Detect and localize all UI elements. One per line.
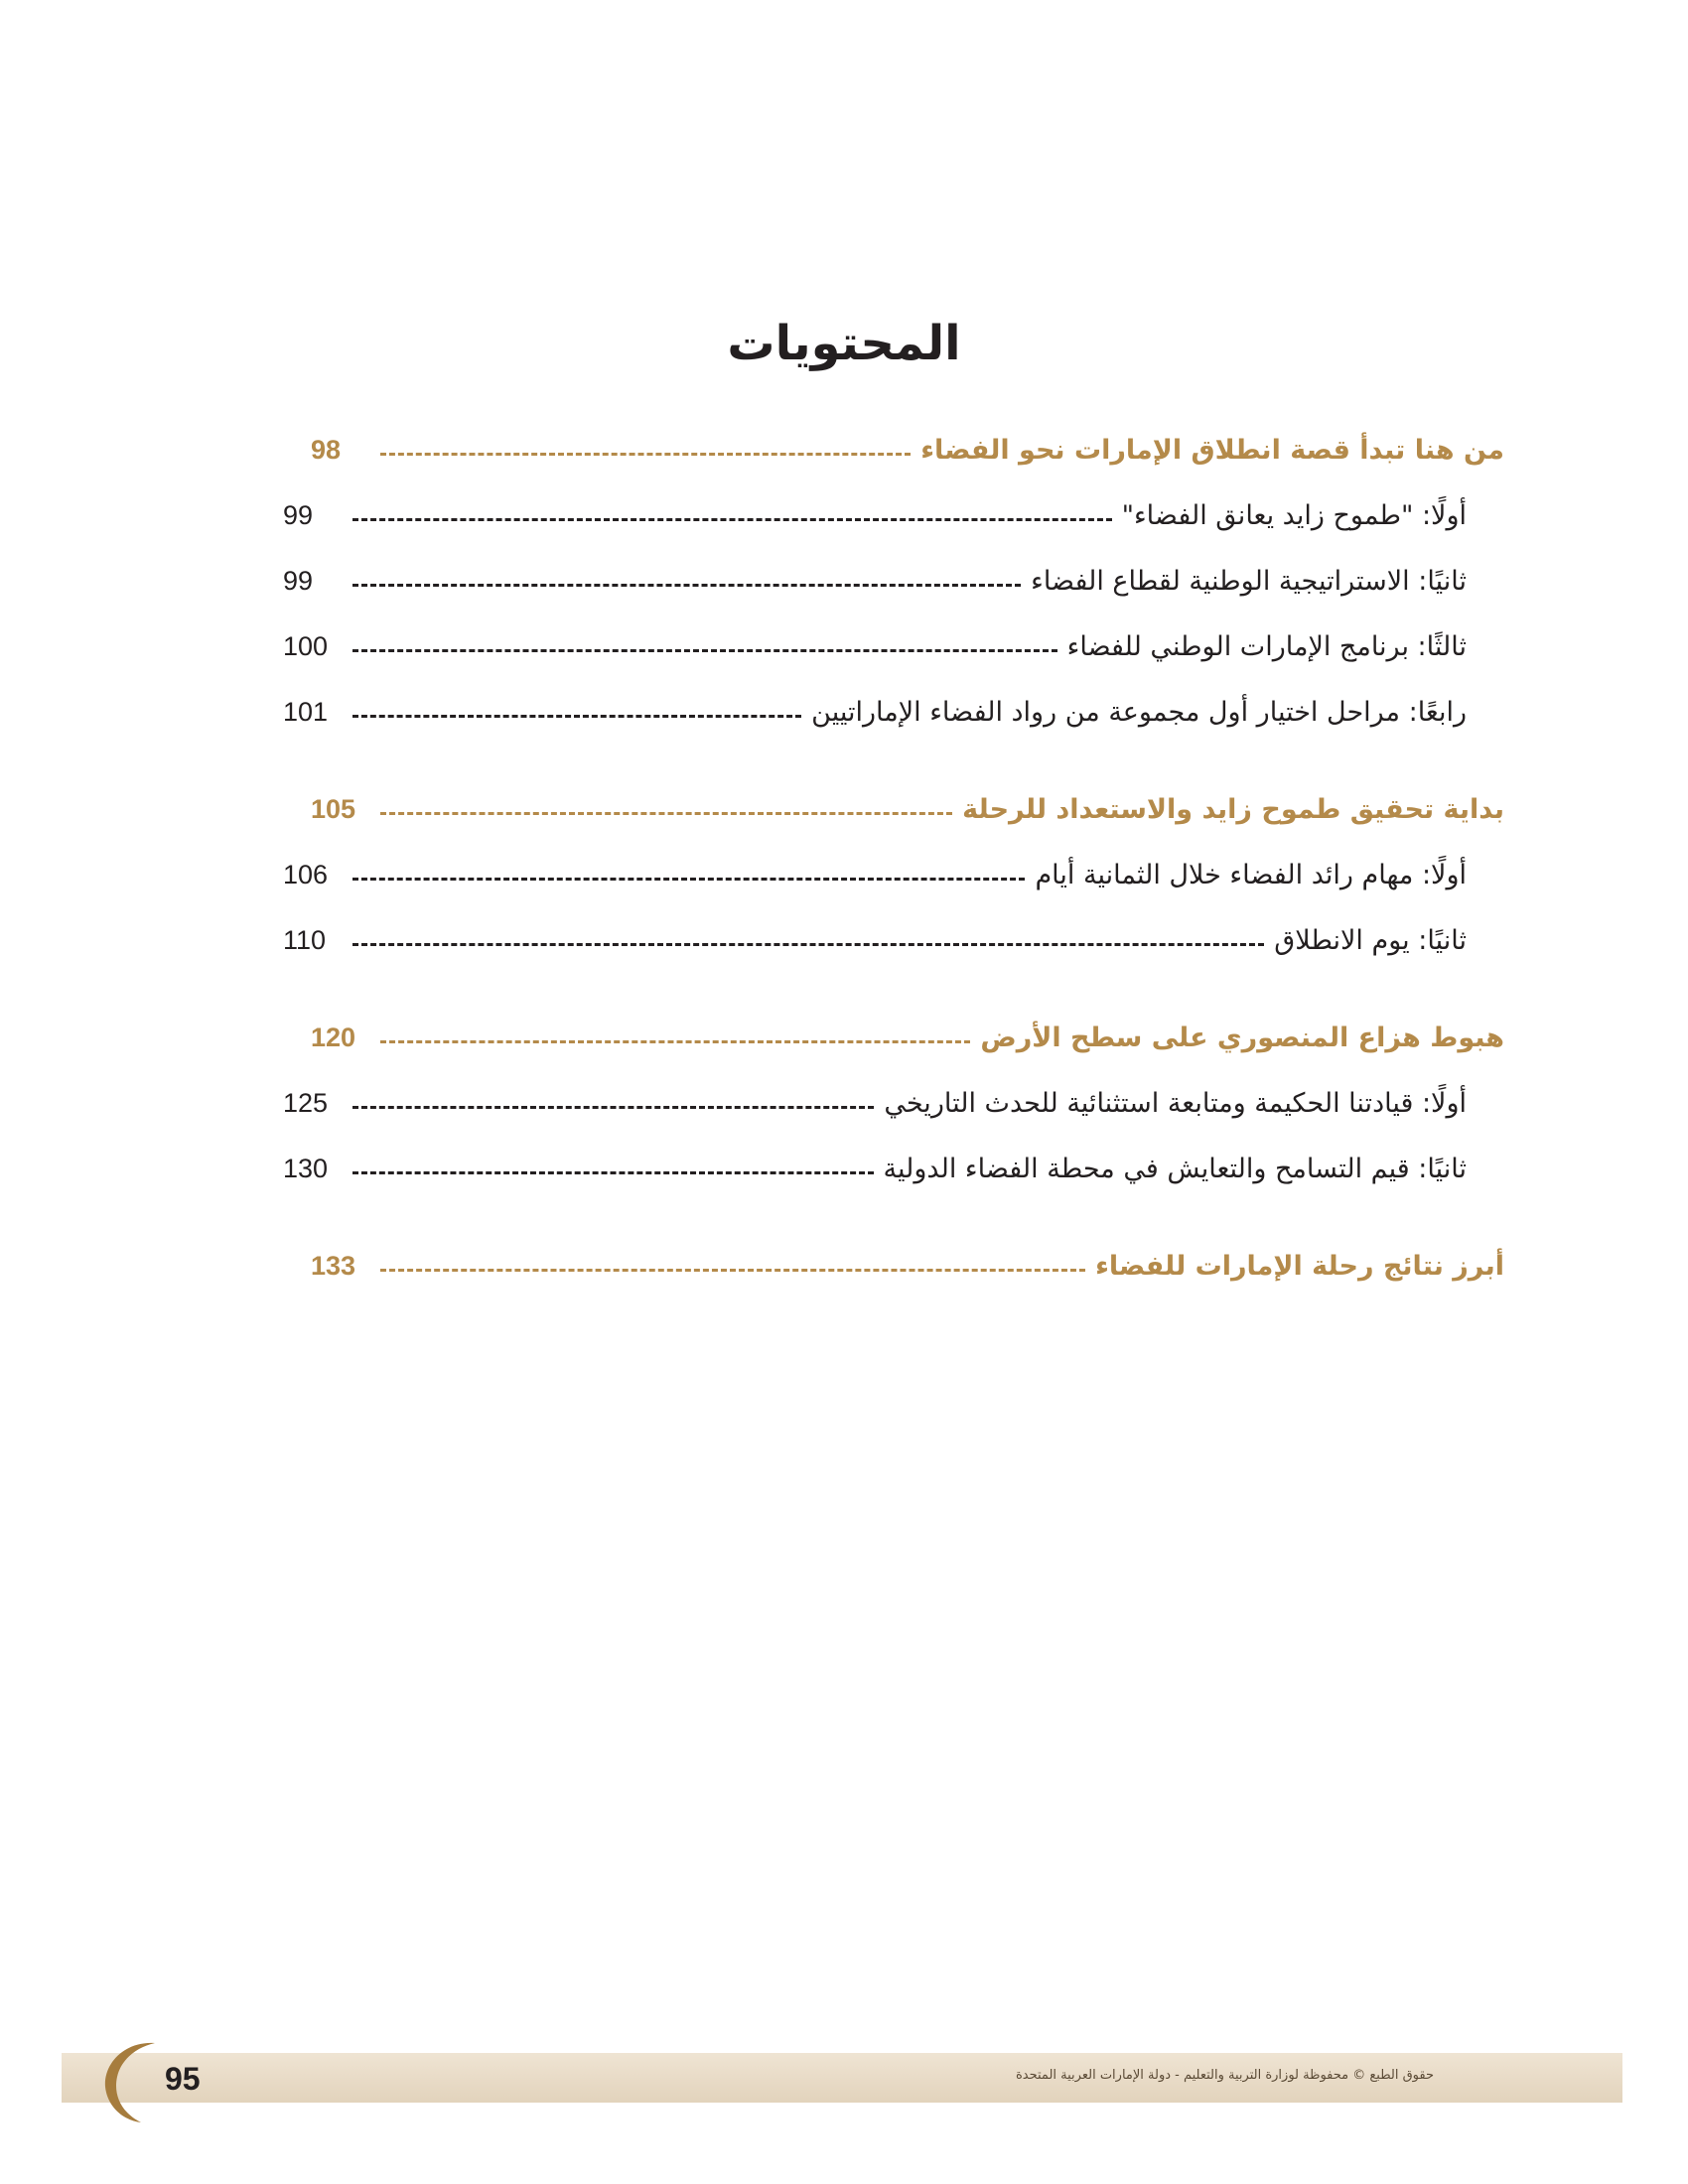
toc-label: من هنا تبدأ قصة انطلاق الإمارات نحو الفضاء bbox=[920, 434, 1504, 466]
toc-label: ثانيًا: الاستراتيجية الوطنية لقطاع الفضاء bbox=[1031, 565, 1467, 597]
toc-item-row[interactable] bbox=[283, 1136, 1504, 1201]
toc-item-row[interactable] bbox=[283, 548, 1504, 614]
page-title: المحتويات bbox=[727, 316, 961, 371]
footer-copyright: حقوق الطبع © محفوظة لوزارة التربية والتعليم - دولة الإمارات العربية المتحدة bbox=[1015, 2068, 1434, 2083]
toc-page-number: 130 bbox=[283, 1153, 329, 1183]
dot-leader bbox=[380, 1269, 1085, 1272]
toc-item-row[interactable] bbox=[283, 842, 1504, 907]
dot-leader bbox=[352, 943, 1264, 946]
dot-leader bbox=[352, 878, 1025, 881]
toc-item-row[interactable] bbox=[283, 614, 1504, 679]
toc-item-row[interactable] bbox=[283, 907, 1504, 973]
footer-band bbox=[62, 2053, 1622, 2103]
toc-label: أولًا: "طموح زايد يعانق الفضاء" bbox=[1121, 499, 1467, 531]
dot-leader bbox=[352, 584, 1021, 587]
toc-page-number: 99 bbox=[283, 565, 314, 596]
toc-page-number: 98 bbox=[311, 434, 342, 465]
toc-page-number: 100 bbox=[283, 630, 329, 661]
dot-leader bbox=[380, 453, 911, 456]
toc-page-number: 125 bbox=[283, 1087, 329, 1118]
toc-page-number: 110 bbox=[283, 924, 327, 955]
toc-label: ثالثًا: برنامج الإمارات الوطني للفضاء bbox=[1066, 630, 1467, 662]
toc-label: أولًا: قيادتنا الحكيمة ومتابعة استثنائية للحدث التاريخي bbox=[884, 1087, 1467, 1119]
toc-label: رابعًا: مراحل اختيار أول مجموعة من رواد الفضاء الإماراتيين bbox=[811, 696, 1467, 728]
toc-label: ثانيًا: قيم التسامح والتعايش في محطة الفضاء الدولية bbox=[883, 1153, 1467, 1184]
dot-leader bbox=[352, 1171, 874, 1174]
toc-item-row[interactable] bbox=[283, 482, 1504, 548]
toc-section-row[interactable] bbox=[283, 1005, 1504, 1070]
toc-section-row[interactable] bbox=[283, 1233, 1504, 1298]
toc-page-number: 106 bbox=[283, 859, 329, 889]
table-of-contents bbox=[283, 417, 1504, 1298]
toc-label: أولًا: مهام رائد الفضاء خلال الثمانية أيام bbox=[1035, 859, 1467, 890]
toc-section-row[interactable] bbox=[283, 776, 1504, 842]
toc-label: أبرز نتائج رحلة الإمارات للفضاء bbox=[1095, 1250, 1504, 1282]
dot-leader bbox=[380, 1040, 970, 1043]
toc-label: بداية تحقيق طموح زايد والاستعداد للرحلة bbox=[962, 793, 1504, 825]
toc-item-row[interactable] bbox=[283, 679, 1504, 745]
dot-leader bbox=[352, 1106, 874, 1109]
toc-page-number: 133 bbox=[311, 1250, 356, 1281]
toc-label: ثانيًا: يوم الانطلاق bbox=[1274, 924, 1467, 956]
toc-page-number: 120 bbox=[311, 1022, 356, 1052]
dot-leader bbox=[352, 715, 801, 718]
dot-leader bbox=[352, 518, 1112, 521]
toc-page-number: 101 bbox=[283, 696, 329, 727]
toc-label: هبوط هزاع المنصوري على سطح الأرض bbox=[980, 1022, 1504, 1053]
toc-page-number: 105 bbox=[311, 793, 356, 824]
toc-page-number: 99 bbox=[283, 499, 314, 530]
dot-leader bbox=[380, 812, 952, 815]
dot-leader bbox=[352, 649, 1057, 652]
toc-item-row[interactable] bbox=[283, 1070, 1504, 1136]
toc-section-row[interactable] bbox=[283, 417, 1504, 482]
page-number: 95 bbox=[165, 2061, 201, 2097]
